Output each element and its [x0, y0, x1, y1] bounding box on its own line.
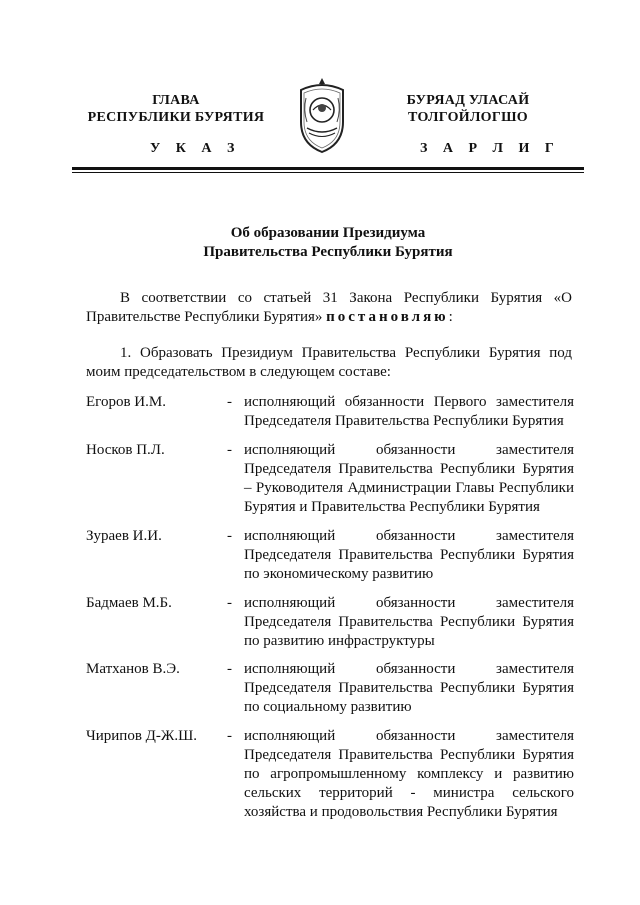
member-name: Чирипов Д-Ж.Ш.: [86, 728, 197, 744]
member-name: Носков П.Л.: [86, 442, 165, 458]
item1-text: 1. Образовать Президиум Правительства Республики Бурятия под моим председательством в следующем составе:: [86, 345, 572, 380]
member-dash: -: [227, 728, 232, 744]
member-role: исполняющий обязанности заместителя Председателя Правительства Республики Бурятия – Руководителя Администрации Главы Республики Бурятия и Правительства Республики Бурятия: [244, 442, 574, 515]
member-name: Матханов В.Э.: [86, 661, 180, 677]
document-title-line2: Правительства Республики Бурятия: [203, 244, 453, 260]
header-divider-thick: [72, 167, 584, 170]
header-right: [368, 92, 568, 126]
preamble-text: В соответствии со статьей 31 Закона Республики Бурятия «О Правительстве Республики Бурятия»: [86, 290, 572, 325]
header-left-line2: РЕСПУБЛИКИ БУРЯТИЯ: [87, 110, 265, 125]
member-role: исполняющий обязанности Первого заместителя Председателя Правительства Республики Бурятия: [244, 394, 574, 429]
member-dash: -: [227, 442, 232, 458]
doc-type-right: З А Р Л И Г: [420, 141, 560, 156]
header-right-line2: ТОЛГОЙЛОГШО: [408, 110, 528, 125]
member-name: Бадмаев М.Б.: [86, 595, 172, 611]
member-dash: -: [227, 661, 232, 677]
header-right-line1: БУРЯАД УЛАСАЙ: [406, 93, 530, 108]
member-role: исполняющий обязанности заместителя Председателя Правительства Республики Бурятия по агропромышленному комплексу и развитию сельских территорий - министра сельского хозяйства и продовольствия Республики Бурятия: [244, 728, 574, 820]
member-dash: -: [227, 528, 232, 544]
preamble-paragraph: [86, 289, 572, 327]
member-role: исполняющий обязанности заместителя Председателя Правительства Республики Бурятия по развитию инфраструктуры: [244, 595, 574, 649]
member-name: Егоров И.М.: [86, 394, 166, 410]
document-title: [72, 224, 584, 262]
doc-type-left: У К А З: [150, 141, 241, 156]
header-left-line1: ГЛАВА: [152, 93, 200, 108]
member-dash: -: [227, 394, 232, 410]
member-name: Зураев И.И.: [86, 528, 162, 544]
member-dash: -: [227, 595, 232, 611]
item1-paragraph: [86, 344, 572, 382]
coat-of-arms-emblem-icon: [293, 76, 351, 154]
preamble-end: :: [448, 309, 453, 325]
document-title-line1: Об образовании Президиума: [230, 225, 426, 241]
header-divider-thin: [72, 172, 584, 173]
header-left: [76, 92, 276, 126]
member-role: исполняющий обязанности заместителя Председателя Правительства Республики Бурятия по социальному развитию: [244, 661, 574, 715]
member-role: исполняющий обязанности заместителя Председателя Правительства Республики Бурятия по экономическому развитию: [244, 528, 574, 582]
preamble-emphasis: постановляю: [326, 309, 449, 325]
